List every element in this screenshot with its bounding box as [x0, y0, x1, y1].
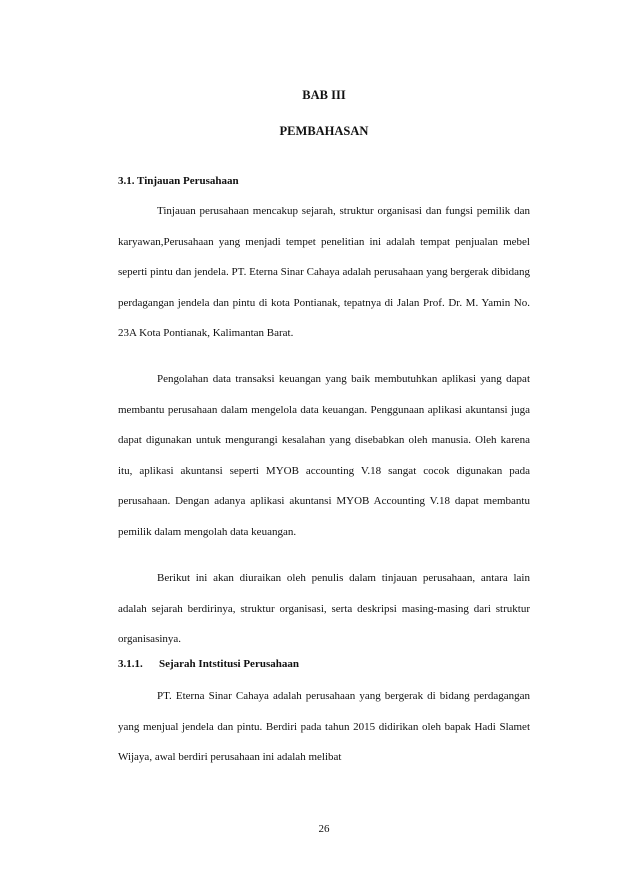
- chapter-number: BAB III: [302, 88, 346, 102]
- section-heading-3-1: 3.1. Tinjauan Perusahaan: [118, 175, 239, 187]
- paragraph-2: Pengolahan data transaksi keuangan yang baik membutuhkan aplikasi yang dapat membantu perusahaan dalam mengelola data keuangan. Penggunaan aplikasi akuntansi juga dapat digunakan untuk mengurangi kesalahan yang disebabkan oleh manusia. Oleh karena itu, aplikasi akuntansi seperti MYOB accounting V.18 sangat cocok digunakan pada perusahaan. Dengan adanya aplikasi akuntansi MYOB Accounting V.18 dapat membantu pemilik dalam mengolah data keuangan.: [118, 373, 530, 538]
- section-title-3-1-1: Sejarah Intstitusi Perusahaan: [159, 658, 299, 670]
- page-number: 26: [318, 823, 330, 835]
- section-heading-3-1-1: [118, 658, 299, 670]
- chapter-title: PEMBAHASAN: [279, 124, 369, 138]
- section-number-3-1-1: 3.1.1.: [118, 658, 143, 670]
- paragraph-3: Berikut ini akan diuraikan oleh penulis dalam tinjauan perusahaan, antara lain adalah sejarah berdirinya, struktur organisasi, serta deskripsi masing-masing dari struktur organisasinya.: [118, 572, 530, 645]
- paragraph-4: PT. Eterna Sinar Cahaya adalah perusahaan yang bergerak di bidang perdagangan yang menjual jendela dan pintu. Berdiri pada tahun 2015 didirikan oleh bapak Hadi Slamet Wijaya, awal berdiri perusahaan ini adalah melibat: [118, 690, 530, 763]
- paragraph-1: Tinjauan perusahaan mencakup sejarah, struktur organisasi dan fungsi pemilik dan karyawan,Perusahaan yang menjadi tempet penelitian ini adalah tempat penjualan mebel seperti pintu dan jendela. PT. Eterna Sinar Cahaya adalah perusahaan yang bergerak dibidang perdagangan jendela dan pintu di kota Pontianak, tepatnya di Jalan Prof. Dr. M. Yamin No. 23A Kota Pontianak, Kalimantan Barat.: [118, 205, 530, 339]
